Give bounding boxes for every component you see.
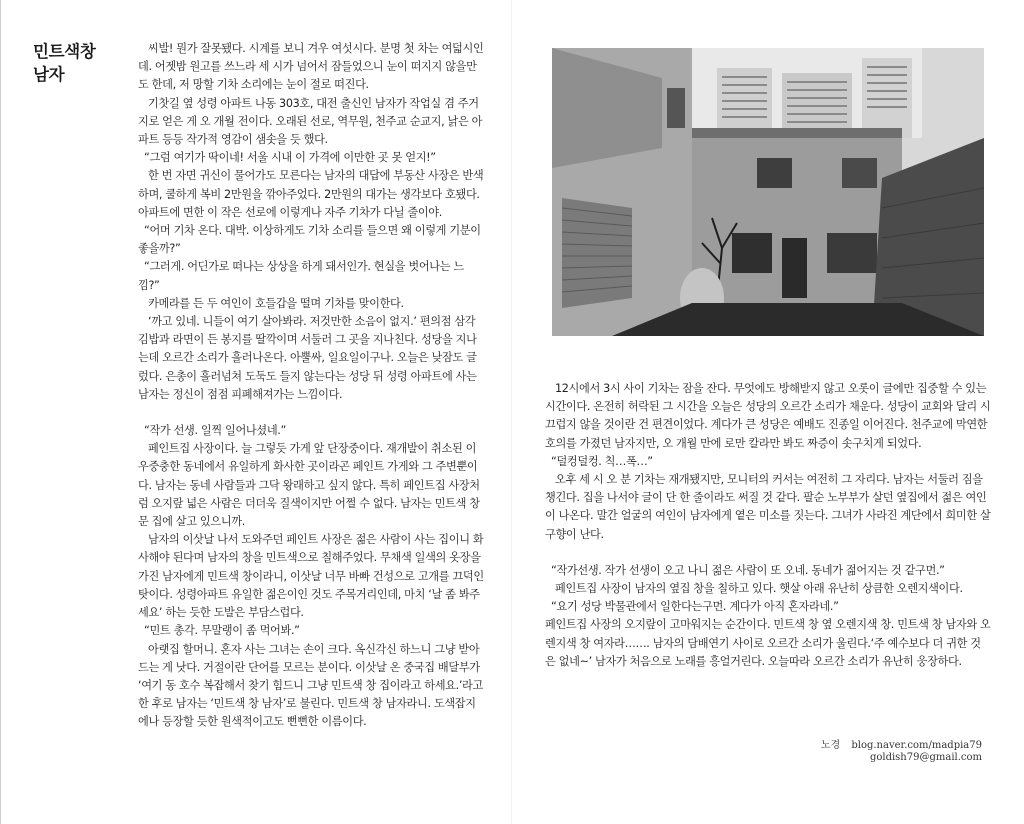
dialogue-line: “그러게. 어딘가로 떠나는 상상을 하게 돼서인가. 현실을 벗어나는 느낌?”	[138, 260, 464, 292]
dialogue-line: “요기 성당 박물관에서 일한다는구먼. 계다가 아직 혼자라네.”	[551, 600, 839, 614]
article-title	[33, 40, 113, 86]
page-left-edge	[0, 0, 1, 824]
left-text-column	[138, 40, 485, 732]
paragraph: 기찻길 옆 성령 아파트 나동 303호, 대전 출신인 남자가 작업실 겸 주거지로 얻은 게 오 개월 전이다. 오래된 선로, 역무원, 천주교 순교지, 낡은 아파트 등등 작가적 영감이 샘솟을 듯 했다.	[138, 96, 483, 147]
page-gutter	[511, 0, 512, 824]
right-text-column	[545, 380, 991, 671]
paragraph: 남자의 이삿날 나서 도와주던 페인트 사장은 젊은 사람이 사는 집이니 화사해야 된다며 남자의 창을 민트색으로 칠해주었다. 무채색 일색의 옷장을 가진 남자에게 민트색 창이라니, 이삿날 너무 바빠 건성으로 고개를 끄덕인 탓이다. 성령아파트 유일한 젊은이인 것도 주목거리인데, 마치 ‘날 좀 봐주세요’ 하는 듯한 도발은 부담스럽다.	[138, 533, 484, 620]
dialogue-line: “작가선생. 작가 선생이 오고 나니 젊은 사람이 또 오네. 동네가 젊어지는 것 같구먼.”	[551, 563, 945, 577]
paragraph: 페인트집 사장이다. 늘 그렇듯 가게 앞 단장중이다. 재개발이 취소된 이 우중충한 동네에서 유일하게 화사한 곳이라곤 페인트 가게와 그 주변뿐이다. 남자는 동네 사람들과 그닥 왕래하고 싶지 않다. 특히 페인트집 사장처럼 오지랖 넓은 사람은 더더욱 질색이지만 어쩔 수 없다. 남자는 민트색 창문 집에 살고 있으니까.	[138, 442, 480, 529]
alley-photo	[552, 48, 984, 336]
paragraph: 12시에서 3시 사이 기차는 잠을 잔다. 무엇에도 방해받지 않고 오롯이 글에만 집중할 수 있는 시간이다. 온전히 허락된 그 시간을 오늘은 성당의 오르간 소리가 채운다. 성당이 교회와 달리 시끄럽지 않을 것이란 건 편견이었다. 계다가 큰 성당은 예배도 진종일 이어진다. 천주교에 막연한 호의를 가졌던 남자지만, 오 개월 만에 로만 칼라만 봐도 짜증이 솟구치게 되었다.	[545, 382, 991, 450]
title-line-1: 민트색창	[33, 42, 96, 61]
dialogue-line: “덜컹덜컹. 칙…폭…”	[551, 454, 653, 468]
paragraph: 카메라를 든 두 여인이 호들갑을 떨며 기차를 맞이한다.	[148, 296, 404, 310]
author-name: 노경	[820, 740, 841, 751]
paragraph: 한 번 자면 귀신이 물어가도 모른다는 남자의 대답에 부동산 사장은 반색하며, 쿨하게 복비 2만원을 깎아주었다. 2만원의 대가는 생각보다 호됐다. 아파트에 면한 이 작은 선로에 이렇게나 자주 기차가 다닐 줄이야.	[138, 169, 484, 219]
paragraph: ‘까고 있네. 니들이 여기 살아봐라. 저것만한 소음이 없지.’ 편의점 삼각 김밥과 라면이 든 봉지를 딸깍이며 서둘러 그 곳을 지나친다. 성당을 지나는데 오르간 소리가 흘러나온다. 아뿔싸, 일요일이구나. 오늘은 낮잠도 글렀다. 은총이 흘러넘쳐 도둑도 들지 않는다는 성당 뒤 성령 아파트에 사는 남자는 정신이 점점 피폐해져가는 느낌이다.	[138, 315, 477, 401]
paragraph: 오후 세 시 오 분 기차는 재개됐지만, 모니터의 커서는 여전히 그 자리다. 남자는 서둘러 짐을 챙긴다. 집을 나서야 글이 단 한 줄이라도 써질 것 같다. 팔순 노부부가 살던 옆집에서 젊은 여인이 나온다. 말간 얼굴의 여인이 남자에게 옅은 미소를 짓는다. 그녀가 사라진 계단에서 희미한 살구향이 난다.	[545, 473, 991, 541]
dialogue-line: “작가 선생. 일찍 일어나셨네.”	[144, 424, 286, 438]
paragraph: 페인트집 사장이 남자의 옆집 창을 칠하고 있다. 햇살 아래 유난히 상큼한 오렌지색이다.	[555, 582, 963, 596]
dialogue-line: “그럼 여기가 딱이네! 서울 시내 이 가격에 이만한 곳 못 얻지!”	[144, 151, 436, 165]
alley-photo-illustration	[552, 48, 984, 336]
dialogue-line: “어머 기차 온다. 대박. 이상하게도 기차 소리를 들으면 왜 이렇게 기분이 좋을까?”	[138, 224, 481, 256]
author-credit	[821, 740, 982, 764]
paragraph: 아랫집 할머니. 혼자 사는 그녀는 손이 크다. 옥신각신 하느니 그냥 받아드는 게 낫다. 거절이란 단어를 모르는 분이다. 이삿날 온 중국집 배달부가 ‘여기 동 호수 복잡해서 찾기 힘드니 그냥 민트색 창 집이라고 하세요.’라고 한 후로 남자는 ‘민트색 창 남자’로 불린다. 민트색 창 남자라니. 도색잡지에나 등장할 듯한 원색적이고도 뻔뻔한 이름이다.	[138, 642, 483, 729]
email-link[interactable]: goldish79@gmail.com	[869, 752, 982, 763]
blog-link[interactable]: blog.naver.com/madpia79	[851, 740, 982, 751]
paragraph: 페인트집 사장의 오지랖이 고마워지는 순간이다. 민트색 창 옆 오렌지색 창. 민트색 창 남자와 오렌지색 창 여자라……. 남자의 담배연기 사이로 오르간 소리가 울린다.‘주 예수보다 더 귀한 것은 없네~’ 남자가 처음으로 노래를 흥얼거린다. 오늘따라 오르간 소리가 유난히 웅장하다.	[545, 618, 991, 668]
dialogue-line: “민트 총각. 무말랭이 좀 먹어봐.”	[144, 624, 300, 638]
paragraph: 씨발! 뭔가 잘못됐다. 시계를 보니 겨우 여섯시다. 분명 첫 차는 여덟시인데. 어젯밤 원고를 쓰느라 세 시가 넘어서 잠들었으니 눈이 떠지지 않을만도 한데, 저 망할 기차 소리에는 눈이 절로 떠진다.	[138, 42, 484, 92]
title-line-2: 남자	[33, 65, 65, 84]
